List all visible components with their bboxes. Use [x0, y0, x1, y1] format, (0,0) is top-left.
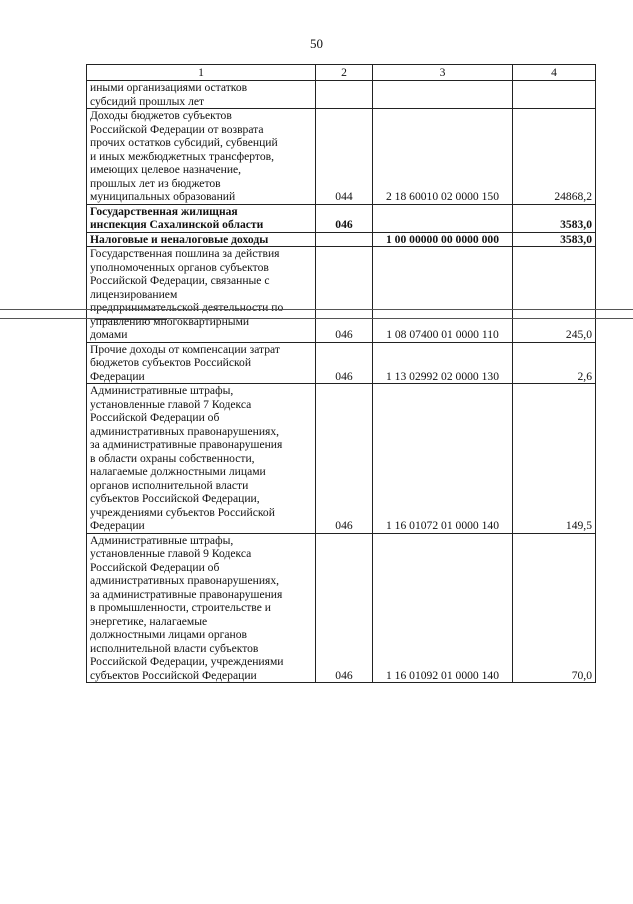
column-header-3: 3 [373, 65, 513, 81]
cell-amount: 149,5 [513, 384, 596, 534]
cell-budget-code: 1 16 01072 01 0000 140 [373, 384, 513, 534]
cell-amount: 24868,2 [513, 109, 596, 205]
column-header-4: 4 [513, 65, 596, 81]
cell-admin-code: 046 [316, 384, 373, 534]
revenue-table [86, 64, 596, 683]
cell-budget-code: 2 18 60010 02 0000 150 [373, 109, 513, 205]
cell-budget-code [373, 204, 513, 232]
cell-amount: 3583,0 [513, 204, 596, 232]
table-row [87, 204, 596, 232]
cell-name: Доходы бюджетов субъектов Российской Федерации от возврата прочих остатков субсидий, субвенций и иных межбюджетных трансфертов, имеющих целевое назначение, прошлых лет из бюджетов муниципальных образований [87, 109, 316, 205]
table-row [87, 109, 596, 205]
cell-amount: 70,0 [513, 533, 596, 683]
table-row [87, 247, 596, 343]
page-number: 50 [310, 36, 323, 51]
cell-admin-code: 046 [316, 533, 373, 683]
table-row [87, 384, 596, 534]
cell-admin-code: 044 [316, 109, 373, 205]
cell-name: Налоговые и неналоговые доходы [87, 232, 316, 247]
cell-budget-code: 1 13 02992 02 0000 130 [373, 342, 513, 384]
cell-budget-code: 1 16 01092 01 0000 140 [373, 533, 513, 683]
cell-budget-code: 1 00 00000 00 0000 000 [373, 232, 513, 247]
column-header-1: 1 [87, 65, 316, 81]
cell-admin-code [316, 232, 373, 247]
cell-admin-code: 046 [316, 204, 373, 232]
cell-budget-code: 1 08 07400 01 0000 110 [373, 247, 513, 343]
strikethrough-mark [95, 319, 167, 320]
cell-name: Государственная жилищная инспекция Сахалинской области [87, 204, 316, 232]
cell-budget-code [373, 81, 513, 109]
table-row [87, 342, 596, 384]
column-header-2: 2 [316, 65, 373, 81]
cell-amount: 245,0 [513, 247, 596, 343]
table-row [87, 232, 596, 247]
table-row [87, 81, 596, 109]
table-header-row [87, 65, 596, 81]
cell-name: Административные штрафы, установленные главой 7 Кодекса Российской Федерации об административных правонарушениях, за административные правонарушения в области охраны собственности, налагаемые должностными лицами органов исполнительной власти субъектов Российской Федерации, учреждениями субъектов Российской Федерации [87, 384, 316, 534]
cell-name: иными организациями остатков субсидий прошлых лет [87, 81, 316, 109]
cell-admin-code: 046 [316, 247, 373, 343]
cell-admin-code [316, 81, 373, 109]
cell-name: Государственная пошлина за действия уполномоченных органов субъектов Российской Федерации, связанные с лицензированием предпринимательской деятельности по управлению многоквартирными домами [87, 247, 316, 343]
cell-amount: 2,6 [513, 342, 596, 384]
cell-amount: 3583,0 [513, 232, 596, 247]
cell-name: Административные штрафы, установленные главой 9 Кодекса Российской Федерации об административных правонарушениях, за административные правонарушения в промышленности, строительстве и энергетике, налагаемые должностными лицами органов исполнительной власти субъектов Российской Федерации, учреждениями субъектов Российской Федерации [87, 533, 316, 683]
cell-name: Прочие доходы от компенсации затрат бюджетов субъектов Российской Федерации [87, 342, 316, 384]
table-row [87, 533, 596, 683]
cell-amount [513, 81, 596, 109]
cell-admin-code: 046 [316, 342, 373, 384]
scan-fold-line [0, 309, 633, 310]
